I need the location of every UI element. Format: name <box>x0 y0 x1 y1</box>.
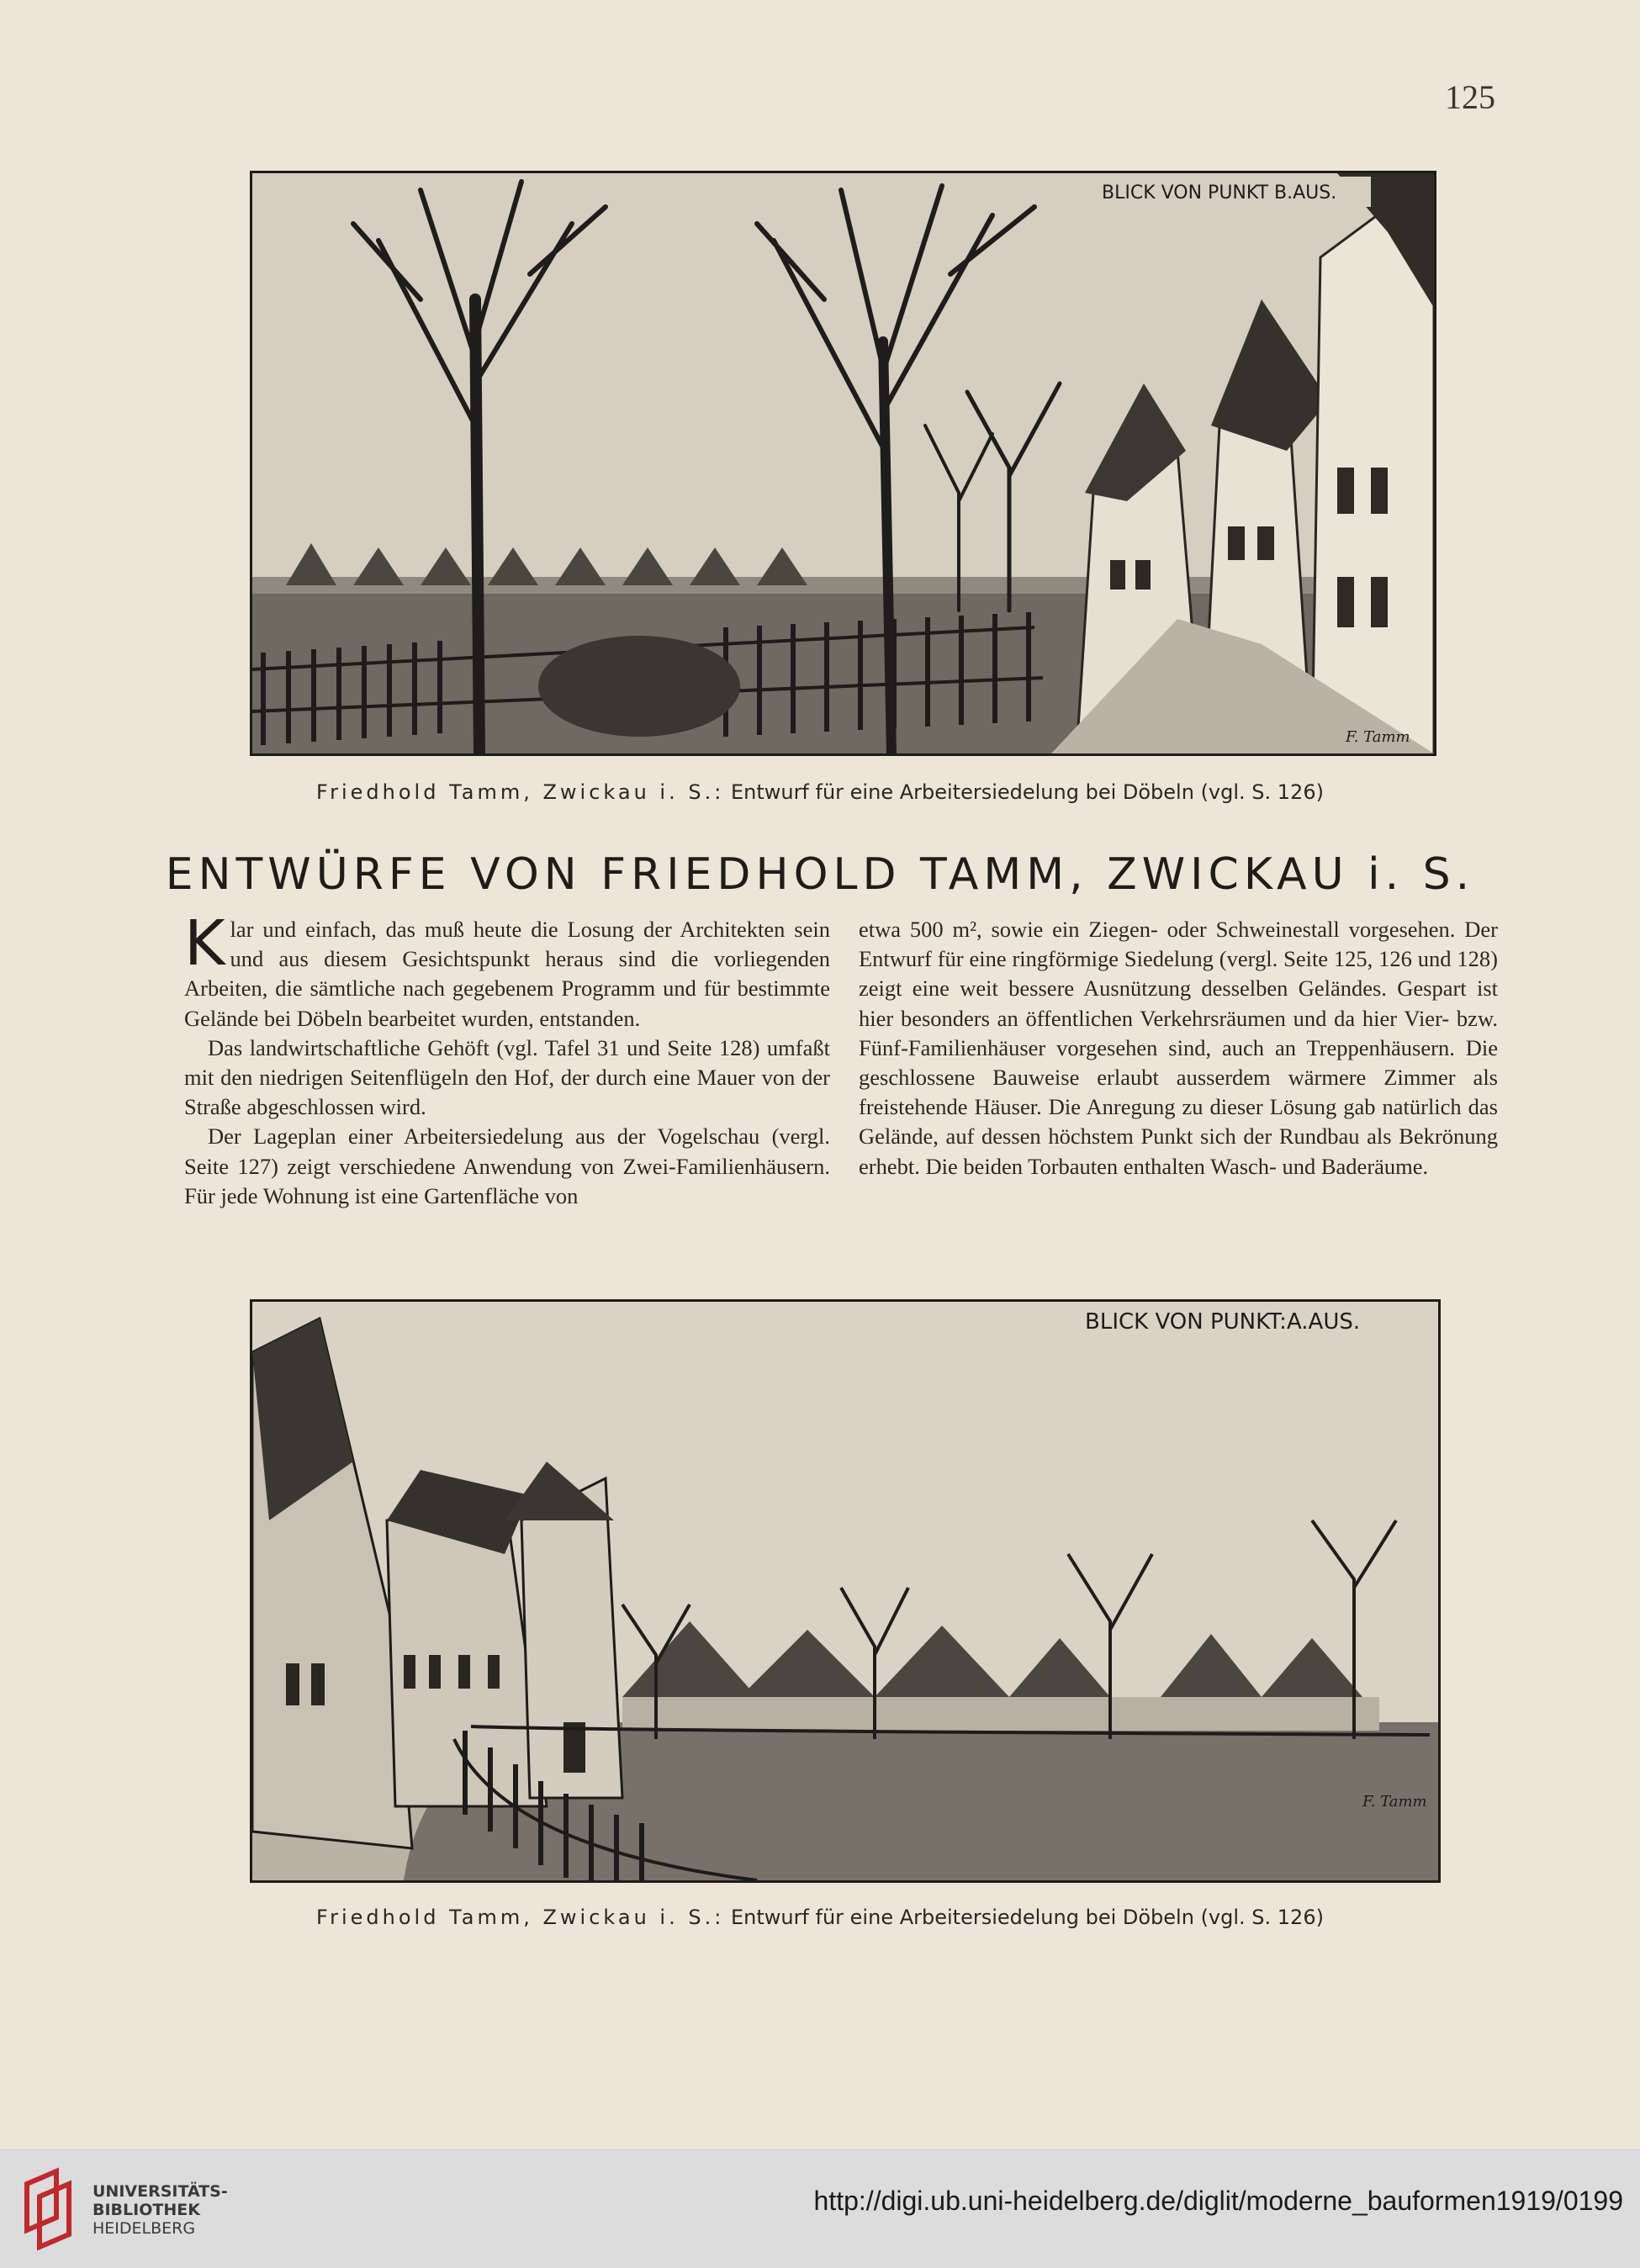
library-name: UNIVERSITÄTS- BIBLIOTHEK HEIDELBERG <box>93 2182 228 2238</box>
source-url-link[interactable]: http://digi.ub.uni-heidelberg.de/diglit/moderne_bauformen1919/0199 <box>813 2186 1623 2216</box>
page-number: 125 <box>1445 78 1495 116</box>
paragraph-1: Klar und einfach, das muß heute die Losung der Architekten sein und aus diesem Gesichtspunkt heraus sind die vorliegenden Arbeiten, die sämtliche nach gegebenem Programm und für bestimmte Gelände bei Döbeln bearbeitet wurden, entstanden. <box>184 907 830 1031</box>
figure-label-b: BLICK VON PUNKT B.AUS. <box>1102 182 1337 204</box>
text-column-right <box>859 915 1498 1182</box>
artist-signature: F. Tamm <box>1346 728 1410 746</box>
footer-bar <box>0 2149 1640 2268</box>
drop-cap: K <box>184 907 225 980</box>
figure-label-a: BLICK VON PUNKT:A.AUS. <box>1085 1309 1361 1335</box>
caption-author: Friedhold Tamm, Zwickau i. S.: <box>316 780 725 804</box>
drawing-street-view-b <box>252 173 1434 753</box>
caption-text: Entwurf für eine Arbeitersiedelung bei Döbeln (vgl. S. 126) <box>724 780 1324 804</box>
caption-author: Friedhold Tamm, Zwickau i. S.: <box>316 1906 725 1929</box>
article-title: ENTWÜRFE VON FRIEDHOLD TAMM, ZWICKAU i. S. <box>165 849 1475 900</box>
text-column-left <box>184 907 830 1211</box>
artist-signature: F. Tamm <box>1362 1793 1427 1811</box>
paragraph-3: Der Lageplan einer Arbeitersiedelung aus der Vogelschau (vergl. Seite 127) zeigt verschiedene Anwendung von Zwei-Familienhäusern. Für jede Wohnung ist eine Gartenfläche von <box>184 1123 830 1208</box>
illustration-bottom <box>250 1299 1441 1883</box>
drawing-street-view-a <box>252 1302 1438 1880</box>
library-logo-icon <box>19 2167 77 2251</box>
caption-top <box>0 780 1640 804</box>
paragraph-2: Das landwirtschaftliche Gehöft (vgl. Tafel 31 und Seite 128) umfaßt mit den niedrigen Seitenflügeln den Hof, der durch eine Mauer von der Straße abgeschlossen wird. <box>184 1034 830 1120</box>
paragraph-4: etwa 500 m², sowie ein Ziegen- oder Schweinestall vorgesehen. Der Entwurf für eine ringförmige Siedelung (vergl. Seite 125, 126 und 128) zeigt eine weit bessere Ausnützung desselben Geländes. Gespart ist hier besonders an öffentlichen Verkehrsräumen und da hier Vier- bzw. Fünf-Familienhäuser vorgesehen sind, auch an Treppenhäusern. Die geschlossene Bauweise erlaubt ausserdem wärmere Zimmer als freistehende Häuser. Die Anregung zu dieser Lösung gab natürlich das Gelände, auf dessen höchstem Punkt sich der Rundbau als Bekrönung erhebt. Die beiden Torbauten enthalten Wasch- und Baderäume. <box>859 917 1498 1179</box>
caption-bottom <box>0 1906 1640 1929</box>
caption-text: Entwurf für eine Arbeitersiedelung bei Döbeln (vgl. S. 126) <box>724 1906 1324 1929</box>
illustration-top <box>250 171 1436 756</box>
